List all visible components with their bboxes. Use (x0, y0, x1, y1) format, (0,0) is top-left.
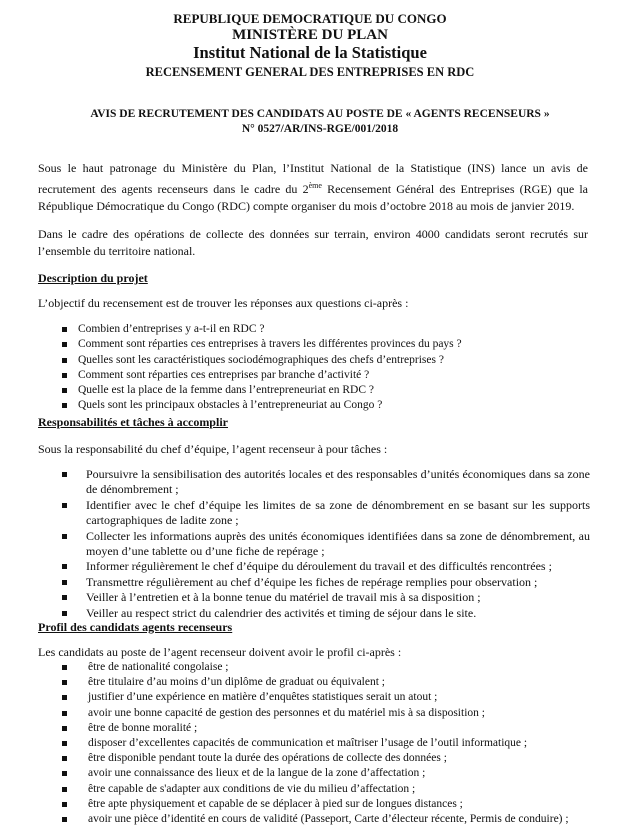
list-item: avoir une pièce d’identité en cours de validité (Passeport, Carte d’électeur récente, Permis de conduire) ; (62, 812, 602, 827)
institute-title: Institut National de la Statistique (193, 43, 427, 62)
list-item: Collecter les informations auprès des unités économiques identifiées dans sa zone de dénombrement, au moyen d’une tablette ou d’une fiche de repérage ; (62, 529, 590, 560)
list-item: Veiller à l’entretien et à la bonne tenue du matériel de travail mis à sa disposition ; (62, 590, 590, 605)
notice-number: N° 0527/AR/INS-RGE/001/2018 (241, 122, 399, 135)
list-item: avoir une bonne capacité de gestion des personnes et du matériel mis à sa disposition ; (62, 706, 602, 721)
section-heading-project: Description du projet (38, 271, 148, 285)
list-item: Quels sont les principaux obstacles à l’entrepreneuriat au Congo ? (62, 398, 582, 413)
list-item: être de bonne moralité ; (62, 721, 602, 736)
list-item: être apte physiquement et capable de se déplacer à pied sur de longues distances ; (62, 797, 602, 812)
profile-lead: Les candidats au poste de l’agent recenseur doivent avoir le profil ci-après : (38, 645, 402, 659)
list-item: Quelles sont les caractéristiques sociodémographiques des chefs d’entreprises ? (62, 353, 582, 368)
intro-text-a: Sous le haut patronage du Ministère du Plan, l’Institut National de la Statistique (INS) lance un avis de recrutement des agents recenseurs dans le cadre du 2 (38, 161, 588, 196)
list-item: être de nationalité congolaise ; (62, 660, 602, 675)
list-item: être capable de s'adapter aux conditions de vie du milieu d’affectation ; (62, 782, 602, 797)
list-item: Informer régulièrement le chef d’équipe du déroulement du travail et des difficultés rencontrées ; (62, 559, 590, 574)
intro-paragraph-2: Dans le cadre des opérations de collecte des données sur terrain, environ 4000 candidats seront recrutés sur l’ensemble du territoire national. (38, 227, 588, 258)
list-item: Comment sont réparties ces entreprises à travers les différentes provinces du pays ? (62, 337, 582, 352)
list-item: justifier d’une expérience en matière d’enquêtes statistiques serait un atout ; (62, 690, 602, 705)
section-heading-profile: Profil des candidats agents recenseurs (38, 620, 233, 634)
list-item: être titulaire d’au moins d’un diplôme de graduat ou équivalent ; (62, 675, 602, 690)
notice-heading (60, 107, 580, 137)
project-question-list (62, 322, 582, 414)
list-item: Transmettre régulièrement au chef d’équipe les fiches de repérage remplies pour observation ; (62, 575, 590, 590)
tasks-lead: Sous la responsabilité du chef d’équipe, l’agent recenseur à pour tâches : (38, 442, 388, 456)
list-item: être disponible pendant toute la durée des opérations de collecte des données ; (62, 751, 602, 766)
list-item: Veiller au respect strict du calendrier des activités et timing de séjour dans le site. (62, 606, 590, 621)
ministry-title: MINISTÈRE DU PLAN (232, 27, 388, 43)
intro-text-b: Recensement Général des Entreprises (RGE) que la République Démocratique du Congo (RDC) compte organiser du mois d’octobre 2018 au mois de janvier 2019. (38, 182, 588, 213)
republic-title: REPUBLIQUE DEMOCRATIQUE DU CONGO (173, 11, 447, 26)
list-item: Combien d’entreprises y a-t-il en RDC ? (62, 322, 582, 337)
list-item: disposer d’excellentes capacités de communication et maîtriser l’usage de l’outil informatique ; (62, 736, 602, 751)
census-title: RECENSEMENT GENERAL DES ENTREPRISES EN RDC (145, 65, 475, 79)
section-heading-tasks: Responsabilités et tâches à accomplir (38, 415, 228, 429)
tasks-list (62, 467, 590, 621)
intro-paragraph-1 (38, 160, 588, 215)
list-item: Identifier avec le chef d’équipe les limites de sa zone de dénombrement en se basant sur les supports cartographiques de ladite zone ; (62, 498, 590, 529)
list-item: avoir une connaissance des lieux et de la langue de la zone d’affectation ; (62, 766, 602, 781)
project-lead: L’objectif du recensement est de trouver les réponses aux questions ci-après : (38, 296, 409, 310)
list-item: Comment sont réparties ces entreprises par branche d’activité ? (62, 368, 582, 383)
list-item: Quelle est la place de la femme dans l’entrepreneuriat en RDC ? (62, 383, 582, 398)
profile-list (62, 660, 602, 827)
notice-title: AVIS DE RECRUTEMENT DES CANDIDATS AU POSTE DE « AGENTS RECENSEURS » (90, 108, 550, 120)
list-item: Poursuivre la sensibilisation des autorités locales et des responsables d’unités économiques dans sa zone de dénombrement ; (62, 467, 590, 498)
intro-ordinal-sup: ème (308, 181, 322, 190)
